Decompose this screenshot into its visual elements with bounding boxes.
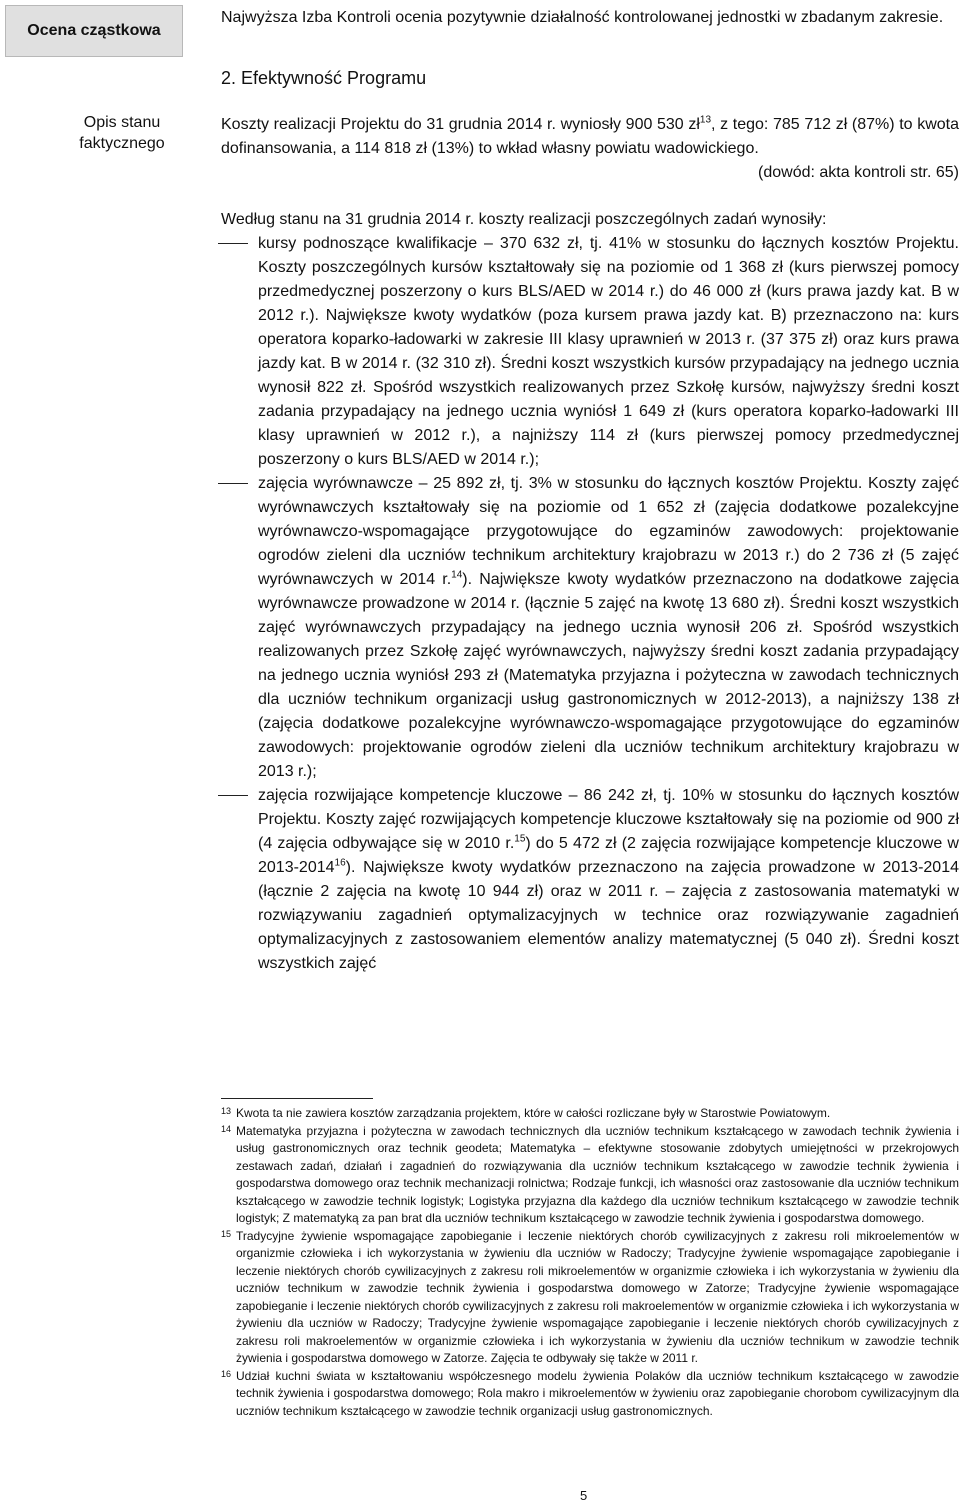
list-item-remedial: [221, 472, 959, 784]
footnote-13: [221, 1105, 959, 1123]
footnote-divider: [221, 1098, 373, 1099]
costs-paragraph: [221, 113, 959, 161]
list-item-text: zajęcia wyrównawcze – 25 892 zł, tj. 3% w stosunku do łącznych kosztów Projektu. Koszty zajęć wyrównawczych kształtowały się na poziomie od 1 652 zł (zajęcia dodatkowe pozalekcyjne wyrównawczo-wspomagające przygotowujące do egzaminów zawodowych: projektowanie ogrodów zieleni dla uczniów technikum architektury krajobrazu w 2013 r.) do 2 736 zł (5 zajęć wyrównawczych w 2014 r.: [258, 475, 959, 588]
page-number: 5: [580, 1488, 588, 1503]
section-label: Ocena cząstkowa: [5, 5, 183, 57]
footnote-text: Kwota ta nie zawiera kosztów zarządzania projektem, które w całości rozliczane były w Starostwie Powiatowym.: [236, 1106, 831, 1120]
footnote-text: Tradycyjne żywienie wspomagające zapobieganie i leczenie niektórych chorób cywilizacyjnych z zakresu roli mikroelementów w organizmie człowieka i ich wykorzystania w żywieniu dla uczniów w Radoczy; Tradycyjne żywienie wspomagające zapobieganie i leczenie niektórych chorób cywilizacyjnych z zakresu roli mikroelementów w organizmie człowieka i ich wykorzystania w żywieniu dla uczniów technikum w zawodzie technik żywienia i gospodarstwa domowego w Zatorze; Tradycyjne żywienie wspomagające zapobieganie i leczenie niektórych chorób cywilizacyjnych z zakresu roli makroelementów w organizmie człowieka i ich wykorzystania w żywieniu dla uczniów w Radoczy; Tradycyjne żywienie wspomagające zapobieganie i leczenie niektórych chorób cywilizacyjnych z zakresu roli makroelementów w organizmie człowieka i ich wykorzystania w żywieniu dla uczniów technikum w zawodzie technik żywienia i gospodarstwa domowego w Zatorze. Zajęcia te odbywały się także w 2011 r.: [236, 1228, 959, 1365]
footnote-text: Matematyka przyjazna i pożyteczna w zawodach technicznych dla uczniów technikum kształcącego w zawodach technik żywienia i usług gastronomicznych oraz technik geodeta; Matematyka – efektywne stosowanie zdobytych umiejętności w przekrojowych zestawach zadań, działań i zagadnień do rozwiązywania dla uczniów technikum kształcącego w zawodzie technik żywienia i gospodarstwa domowego oraz technik mechanizacji rolnictwa; Rodzaje funkcji, ich własności oraz zastosowanie dla uczniów technikum kształcącego w zawodzie technik logistyk; Logistyka przyjazna dla każdego dla uczniów technikum kształcącego w zawodzie technik logistyk; Z matematyką za pan brat dla uczniów technikum kształcącego w zawodzie technik żywienia i gospodarstwa domowego.: [236, 1123, 959, 1225]
footnote-number: 16: [221, 1368, 232, 1379]
tasks-lead: Według stanu na 31 grudnia 2014 r. koszty realizacji poszczególnych zadań wynosiły:: [221, 211, 827, 228]
tasks-block: [221, 208, 959, 976]
footnotes: [221, 1105, 959, 1420]
list-item-courses: [221, 232, 959, 472]
footnote-16: [221, 1368, 959, 1421]
list-item-text-cont: ). Największe kwoty wydatków przeznaczono na dodatkowe zajęcia wyrównawcze prowadzone w 2014 r. (łącznie 5 zajęć na kwotę 13 680 zł). Średni koszt wszystkich zajęć wyrównawczych przypadający na jednego ucznia wynosił 206 zł. Spośród wszystkich realizowanych przez Szkołę zajęć wyrównawczych, najwyższy średni koszt zadania przypadający na jednego ucznia wyniósł 293 zł (Matematyka przyjazna i pożyteczna w zawodach technicznych dla uczniów technikum organizacji usług gastronomicznych w 2012-2013), a najniższy 138 zł (zajęcia dodatkowe pozalekcyjne wyrównawczo-wspomagające przygotowujące do egzaminów zawodowych: projektowanie ogrodów zieleni dla uczniów technikum architektury krajobrazu w 2013 r.);: [258, 571, 959, 780]
intro-block: [221, 6, 959, 30]
evidence-note: (dowód: akta kontroli str. 65): [758, 164, 959, 181]
list-item-key-competences: [221, 784, 959, 976]
footnote-text: Udział kuchni świata w kształtowaniu współczesnego modelu żywienia Polaków dla uczniów technikum kształcącego w zawodzie technik żywienia i gospodarstwa domowego; Rola makro i mikroelementów w żywieniu oraz zapobieganie chorobom cywilizacyjnym dla uczniów technikum kształcącego w zawodzie technik organizacji usług gastronomicznych.: [236, 1368, 959, 1418]
costs-block: [221, 113, 959, 185]
footnote-15: [221, 1228, 959, 1368]
footnote-ref-14[interactable]: 14: [451, 569, 463, 581]
dash-bullet-icon: [218, 795, 248, 796]
list-item-text: kursy podnoszące kwalifikacje – 370 632 zł, tj. 41% w stosunku do łącznych kosztów Projektu. Koszty poszczególnych kursów kształtowały się na poziomie od 1 368 zł (kurs pierwszej pomocy przedmedycznej poszerzony o kurs BLS/AED w 2014 r.) do 46 000 zł (kurs prawa jazdy kat. B w 2012 r.). Największe kwoty wydatków (poza kursem prawa jazdy kat. B) przeznaczono na: kurs operatora koparko-ładowarki w zakresie III klasy uprawnień w 2013 r. (37 375 zł) oraz kurs prawa jazdy kat. B w 2014 r. (32 310 zł). Średni koszt wszystkich kursów przypadający na jednego ucznia wynosił 822 zł. Spośród wszystkich realizowanych przez Szkołę kursów, najwyższy średni koszt zadania przypadający na jednego ucznia wyniósł 1 649 zł (kurs operatora koparko-ładowarki III klasy uprawnień w 2012 r.), a najniższy 114 zł (kurs pierwszej pomocy przedmedycznej poszerzony o kurs BLS/AED w 2014 r.);: [258, 235, 959, 468]
footnote-number: 15: [221, 1228, 232, 1239]
list-item-text-mid: ) do 5 472 zł (2 zajęcia rozwijające kompetencje kluczowe w 2013-2014: [258, 835, 959, 876]
list-item-text: zajęcia rozwijające kompetencje kluczowe – 86 242 zł, tj. 10% w stosunku do łącznych kosztów Projektu. Koszty zajęć rozwijających kompetencje kluczowe kształtowały się na poziomie od 900 zł (4 zajęcia odbywające się w 2010 r.: [258, 787, 959, 852]
description-label: Opis stanu faktycznego: [79, 114, 165, 152]
dash-bullet-icon: [218, 243, 248, 244]
dash-bullet-icon: [218, 483, 248, 484]
section-heading: 2. Efektywność Programu: [221, 68, 427, 88]
footnote-14: [221, 1123, 959, 1228]
footnote-ref-16[interactable]: 16: [334, 857, 346, 869]
footnote-ref-15[interactable]: 15: [514, 833, 526, 845]
costs-text-cont: , z tego: 785 712 zł (87%) to kwota dofinansowania, a 114 818 zł (13%) to wkład własny powiatu wadowickiego.: [221, 116, 960, 157]
footnote-ref-13[interactable]: 13: [699, 114, 712, 126]
costs-text: Koszty realizacji Projektu do 31 grudnia 2014 r. wyniosły 900 530 zł: [221, 116, 700, 133]
list-item-text-cont: ). Największe kwoty wydatków przeznaczono na zajęcia prowadzone w 2013-2014 (łącznie 2 zajęcia na kwotę 10 944 zł) oraz w 2011 r. – zajęcia z zastosowania matematyki w rozwiązywaniu zagadnień optymalizacyjnych w technice oraz rozwiązywanie zagadnień optymalizacyjnych z zastosowaniem elementów analizy matematycznej (5 040 zł). Średni koszt wszystkich zajęć: [258, 859, 959, 972]
footnote-number: 13: [221, 1106, 232, 1116]
intro-paragraph: Najwyższa Izba Kontroli ocenia pozytywnie działalność kontrolowanej jednostki w zbadanym zakresie.: [221, 9, 944, 26]
footnote-number: 14: [221, 1123, 232, 1134]
